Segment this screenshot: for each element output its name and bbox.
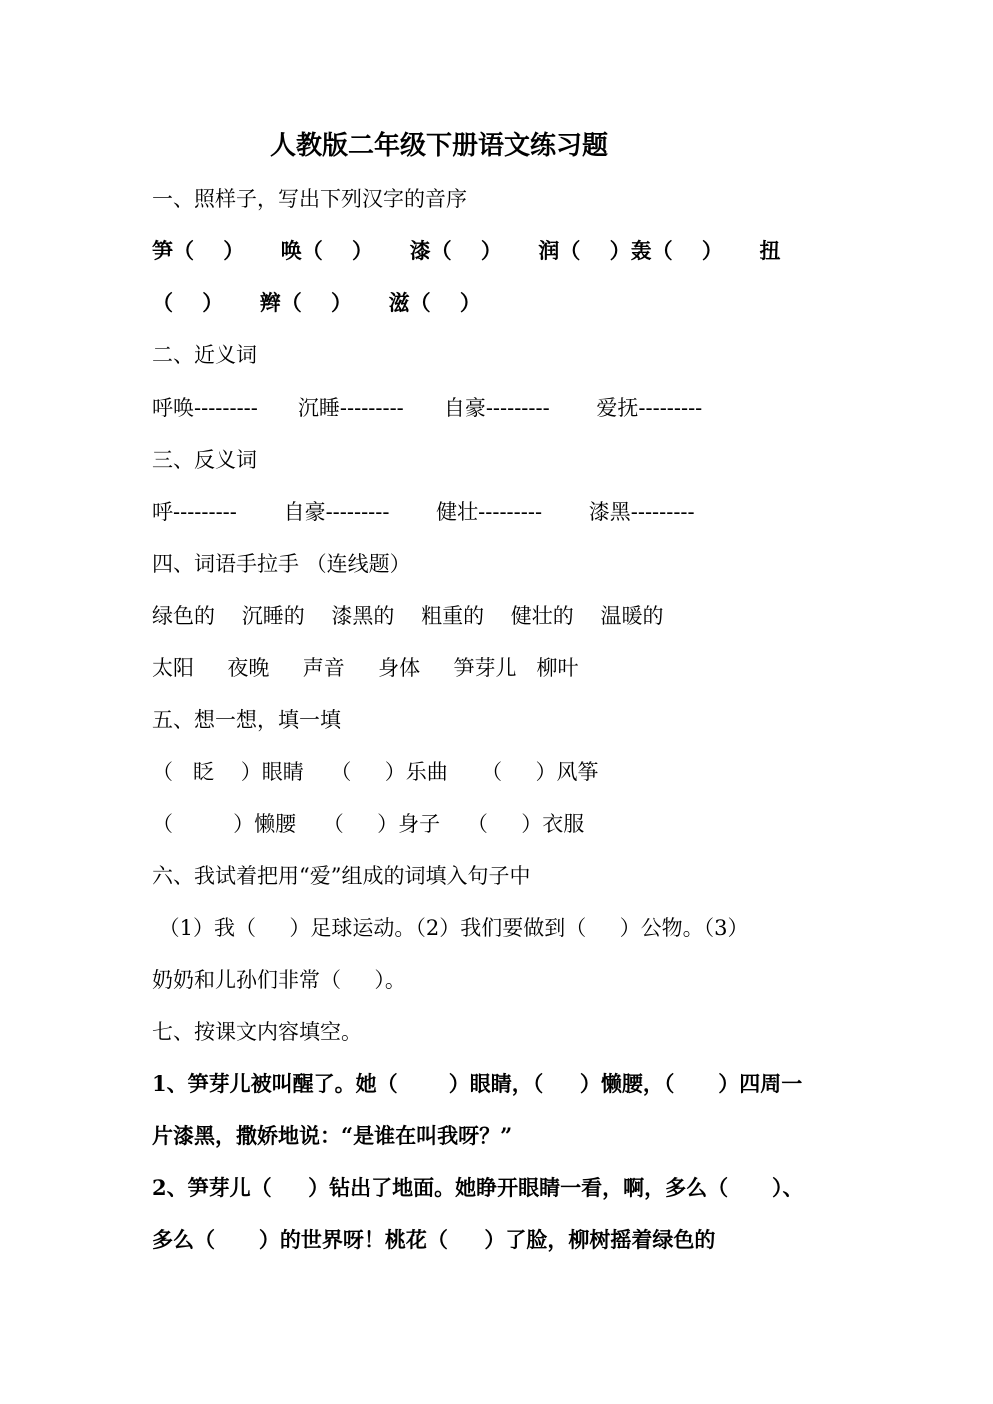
section-6-line-1: （1）我（ ）足球运动。（2）我们要做到（ ）公物。（3） [152, 916, 749, 940]
section-5-heading: 五、想一想，填一填 [152, 708, 341, 732]
section-5-line-1: （ 眨 ）眼睛 （ ）乐曲 （ ）风筝 [152, 760, 599, 784]
section-5-line-2: （ ）懒腰 （ ）身子 （ ）衣服 [152, 812, 585, 836]
section-4-line-1: 绿色的 沉睡的 漆黑的 粗重的 健壮的 温暖的 [152, 604, 664, 628]
section-7-line-3: 2、笋芽儿（ ）钻出了地面。她睁开眼睛一看，啊，多么（ ）、 [152, 1175, 804, 1200]
section-3-line-1: 呼--------- 自豪--------- 健壮--------- 漆黑--------- [152, 500, 695, 524]
section-6-heading: 六、我试着把用“爱”组成的词填入句子中 [152, 864, 531, 888]
section-4-heading: 四、词语手拉手 （连线题） [152, 552, 411, 576]
section-6-line-2: 奶奶和儿孙们非常（ ）。 [152, 968, 406, 992]
section-2-heading: 二、近义词 [152, 343, 257, 367]
section-7-line-2: 片漆黑，撒娇地说：“是谁在叫我呀？” [152, 1123, 513, 1148]
section-2-line-1: 呼唤--------- 沉睡--------- 自豪--------- 爱抚--------- [152, 396, 703, 420]
section-7-line-4: 多么（ ）的世界呀！桃花（ ）了脸，柳树摇着绿色的 [152, 1227, 716, 1252]
section-1-line-1: 笋（ ） 唤（ ） 漆（ ） 润（ ）轰（ ） 扭 [152, 238, 781, 263]
section-3-heading: 三、反义词 [152, 448, 257, 472]
section-7-heading: 七、按课文内容填空。 [152, 1020, 362, 1044]
section-1-line-2: （ ） 辫（ ） 滋（ ） [152, 290, 481, 315]
section-7-line-1: 1、笋芽儿被叫醒了。她（ ）眼睛，（ ）懒腰，（ ）四周一 [152, 1071, 803, 1096]
section-4-line-2: 太阳 夜晚 声音 身体 笋芽儿 柳叶 [152, 656, 579, 680]
section-1-heading: 一、照样子，写出下列汉字的音序 [152, 187, 467, 211]
page-title: 人教版二年级下册语文练习题 [270, 131, 609, 161]
